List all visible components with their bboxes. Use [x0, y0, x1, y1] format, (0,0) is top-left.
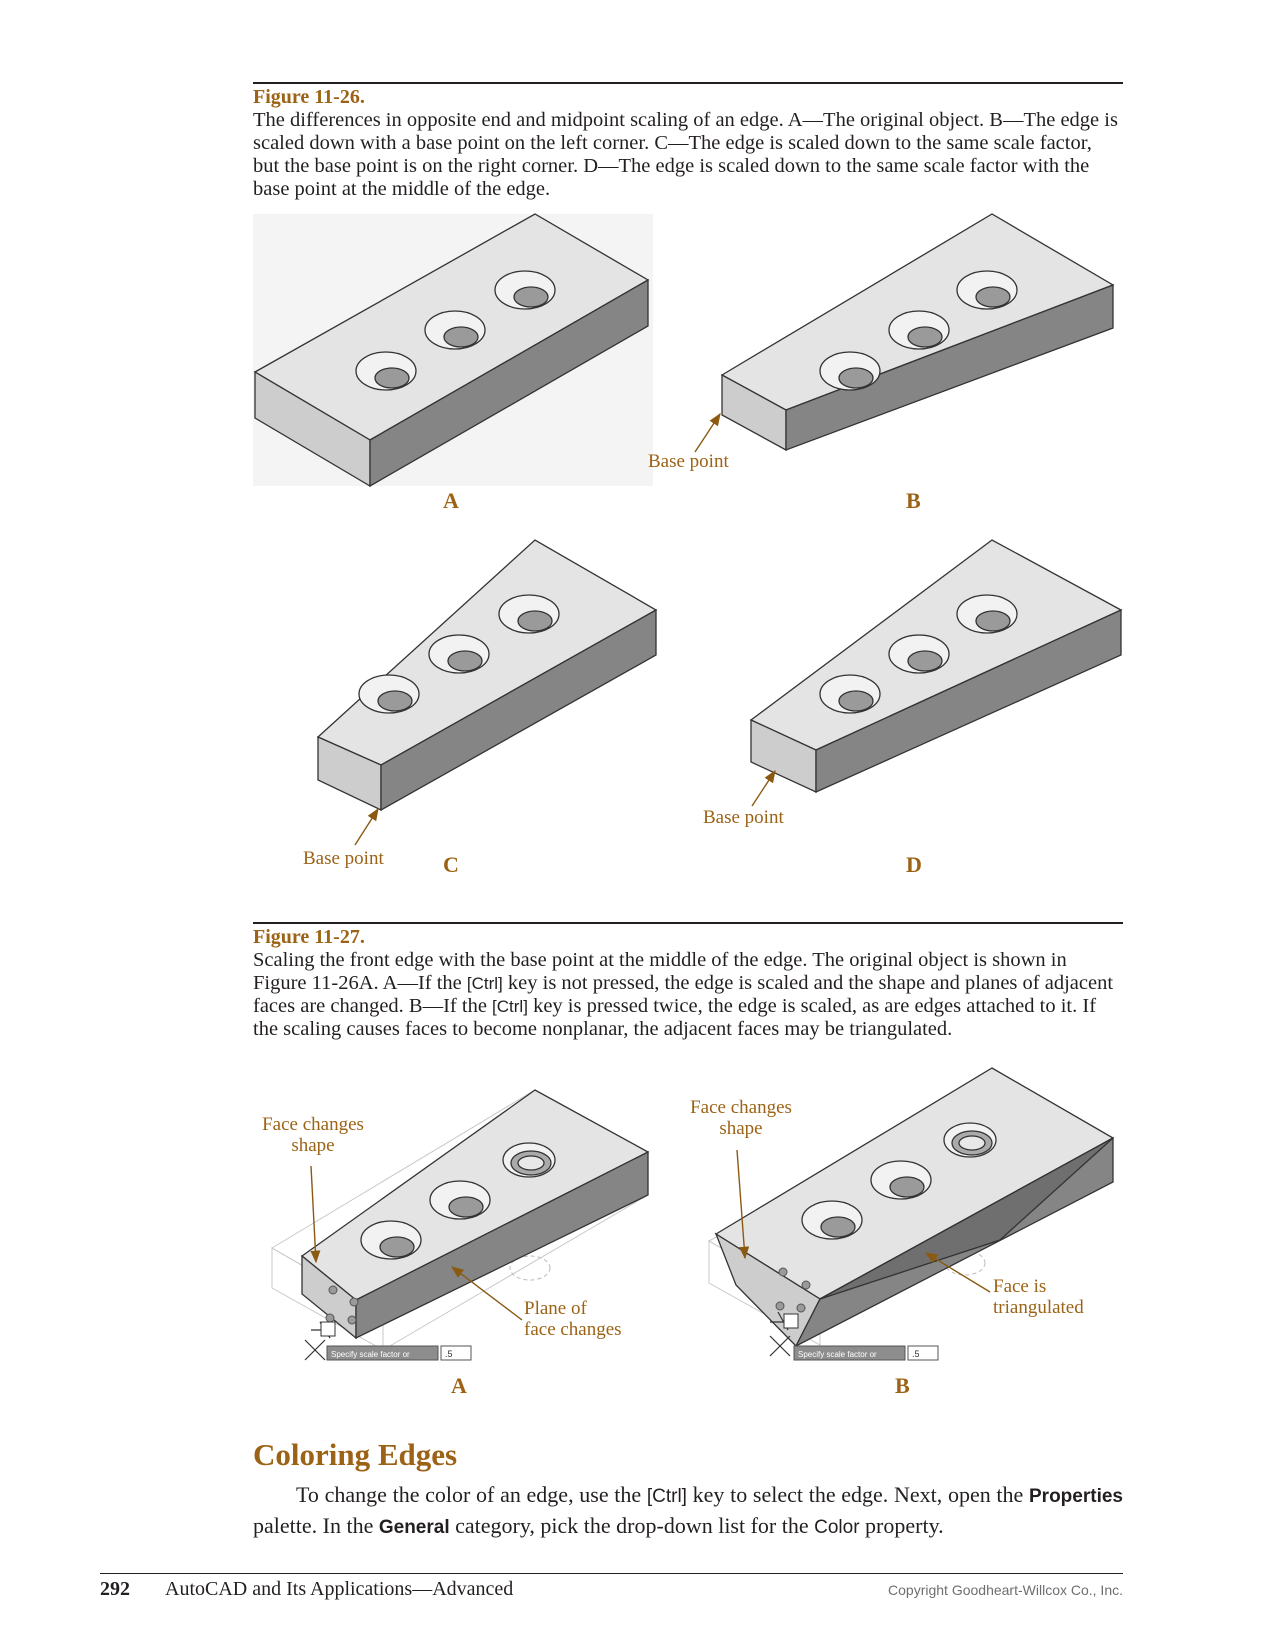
- triangulated-label-b-line2: triangulated: [993, 1297, 1084, 1318]
- figure-11-26-panel-a-block: [253, 214, 653, 486]
- face-changes-label-a-line1: Face changes: [262, 1114, 364, 1135]
- fig27-panel-letter-a: A: [451, 1373, 467, 1398]
- prompt-text-b: Specify scale factor or: [798, 1350, 877, 1359]
- panel-letter-c: C: [443, 852, 459, 877]
- panel-letter-b: B: [906, 488, 921, 513]
- page-number: 292: [100, 1578, 130, 1600]
- prompt-value-a: .5: [445, 1349, 453, 1359]
- section-paragraph: [253, 1480, 1123, 1542]
- plane-label-a-line2: face changes: [524, 1319, 622, 1340]
- face-changes-label-b-line1: Face changes: [690, 1097, 792, 1118]
- base-point-label-c: Base point: [303, 848, 384, 869]
- prompt-value-b: .5: [912, 1349, 920, 1359]
- base-point-label-d: Base point: [703, 807, 784, 828]
- figure-11-26-title: Figure 11-26.: [253, 86, 365, 108]
- figure-11-26-panel-b-block: [722, 214, 1113, 450]
- fig27-caption-part1: Scaling the front edge with the base point at the middle of the edge. The original object is shown in Figure 11-26A. A—If the: [253, 949, 1067, 994]
- ctrl-key-ref-2: [Ctrl]: [492, 997, 528, 1016]
- general-term: General: [378, 1517, 450, 1538]
- face-changes-label-a-line2: shape: [291, 1135, 335, 1156]
- ctrl-key-ref-1: [Ctrl]: [466, 974, 503, 993]
- prompt-text-a: Specify scale factor or: [331, 1350, 410, 1359]
- figure-11-26-panel-d-block: [751, 540, 1121, 792]
- figure-11-27-caption: [253, 949, 1123, 1041]
- base-point-arrow-b: [695, 414, 720, 452]
- ctrl-key-ref-3: [Ctrl]: [646, 1486, 687, 1507]
- color-term: Color: [814, 1517, 860, 1538]
- plane-label-a-line1: Plane of: [524, 1298, 587, 1319]
- footer-rule: [100, 1573, 1123, 1574]
- base-point-label-b: Base point: [648, 451, 729, 472]
- figure-11-26-panel-c-block: [318, 540, 656, 810]
- fig27-caption-part3: key is pressed twice, the edge is scaled, as are edges attached to it. If the scaling causes faces to become nonplanar, the adjacent faces may be triangulated.: [253, 995, 1097, 1040]
- figure-11-26-caption-text: The differences in opposite end and midpoint scaling of an edge. A—The original object. B—The edge is scaled down with a base point on the left corner. C—The edge is scaled down to the same scale factor, but the base point is on the right corner. D—The edge is scaled down to the same scale factor with the base point at the middle of the edge.: [253, 109, 1118, 200]
- base-point-arrow-c: [355, 809, 378, 845]
- properties-term: Properties: [1029, 1486, 1123, 1507]
- fig27-caption-part2: key is not pressed, the edge is scaled and the shape and planes of adjacent faces are changed. B—If the: [253, 972, 1114, 1017]
- base-point-arrow-d: [752, 771, 775, 806]
- section-heading: Coloring Edges: [253, 1437, 458, 1472]
- figure-11-27-title: Figure 11-27.: [253, 926, 365, 948]
- triangulated-label-b-line1: Face is: [993, 1276, 1047, 1297]
- panel-letter-a: A: [443, 488, 459, 513]
- panel-letter-d: D: [906, 852, 922, 877]
- figure-11-27-rule: [253, 922, 1123, 924]
- para-part3: palette. In the: [253, 1513, 379, 1538]
- copyright-notice: Copyright Goodheart-Willcox Co., Inc.: [888, 1582, 1123, 1598]
- para-part4: category, pick the drop-down list for the: [449, 1513, 815, 1538]
- face-changes-label-b-line2: shape: [719, 1118, 763, 1139]
- book-title: AutoCAD and Its Applications—Advanced: [165, 1578, 514, 1600]
- fig27-panel-letter-b: B: [895, 1373, 910, 1398]
- para-part2: key to select the edge. Next, open the: [686, 1482, 1029, 1507]
- para-part1: To change the color of an edge, use the: [296, 1482, 647, 1507]
- para-part5: property.: [859, 1513, 944, 1538]
